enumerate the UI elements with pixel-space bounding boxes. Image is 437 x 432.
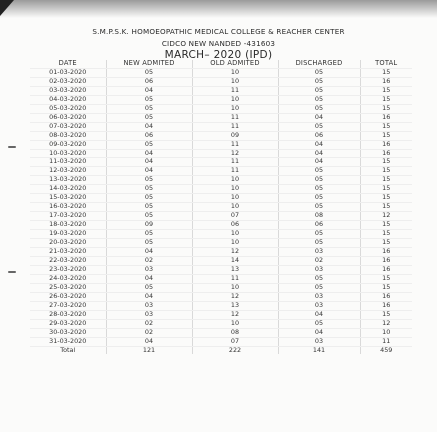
cell-discharged: 04 (278, 158, 360, 167)
cell-new-admitted: 05 (106, 194, 192, 203)
table-row (30, 203, 412, 212)
institution-name: S.M.P.S.K. HOMOEOPATHIC MEDICAL COLLEGE & REACHER CENTER (92, 27, 345, 36)
cell-old-admitted: 11 (192, 167, 278, 176)
cell-date: 09-03-2020 (30, 140, 106, 149)
cell-discharged: 05 (278, 230, 360, 239)
cell-old-admitted: 08 (192, 328, 278, 337)
total-row (30, 346, 412, 354)
cell-new-admitted: 121 (106, 346, 192, 354)
cell-total: 15 (360, 104, 412, 113)
cell-discharged: 04 (278, 113, 360, 122)
cell-old-admitted: 14 (192, 256, 278, 265)
cell-new-admitted: 05 (106, 140, 192, 149)
cell-total: 16 (360, 77, 412, 86)
cell-total: 11 (360, 337, 412, 346)
table-row (30, 319, 412, 328)
cell-total: 15 (360, 158, 412, 167)
cell-discharged: 06 (278, 131, 360, 140)
cell-old-admitted: 07 (192, 212, 278, 221)
cell-old-admitted: 11 (192, 158, 278, 167)
cell-new-admitted: 05 (106, 104, 192, 113)
cell-old-admitted: 12 (192, 292, 278, 301)
cell-old-admitted: 10 (192, 77, 278, 86)
cell-new-admitted: 05 (106, 239, 192, 248)
table-row (30, 68, 412, 77)
cell-new-admitted: 05 (106, 283, 192, 292)
cell-old-admitted: 10 (192, 319, 278, 328)
cell-old-admitted: 11 (192, 140, 278, 149)
institution-address: CIDCO NEW NANDED -431603 (161, 39, 276, 48)
cell-new-admitted: 06 (106, 77, 192, 86)
cell-discharged: 05 (278, 176, 360, 185)
cell-date: 28-03-2020 (30, 310, 106, 319)
cell-total: 15 (360, 86, 412, 95)
cell-discharged: 08 (278, 212, 360, 221)
cell-old-admitted: 07 (192, 337, 278, 346)
table-row (30, 248, 412, 257)
cell-date: 10-03-2020 (30, 149, 106, 158)
table-row (30, 310, 412, 319)
cell-old-admitted: 12 (192, 310, 278, 319)
table-row (30, 77, 412, 86)
cell-total: 15 (360, 167, 412, 176)
cell-discharged: 05 (278, 283, 360, 292)
cell-total: 16 (360, 292, 412, 301)
table-row (30, 265, 412, 274)
cell-new-admitted: 04 (106, 337, 192, 346)
cell-discharged: 05 (278, 122, 360, 131)
cell-old-admitted: 09 (192, 131, 278, 140)
cell-date: 21-03-2020 (30, 248, 106, 257)
table-row (30, 122, 412, 131)
cell-date: 26-03-2020 (30, 292, 106, 301)
cell-new-admitted: 05 (106, 203, 192, 212)
cell-date: 17-03-2020 (30, 212, 106, 221)
table-row (30, 176, 412, 185)
cell-total: 15 (360, 95, 412, 104)
cell-old-admitted: 11 (192, 86, 278, 95)
cell-old-admitted: 10 (192, 104, 278, 113)
cell-date: 24-03-2020 (30, 274, 106, 283)
cell-new-admitted: 04 (106, 248, 192, 257)
cell-total: 16 (360, 149, 412, 158)
table-row (30, 104, 412, 113)
cell-discharged: 03 (278, 337, 360, 346)
cell-new-admitted: 05 (106, 68, 192, 77)
cell-discharged: 03 (278, 248, 360, 257)
cell-discharged: 05 (278, 203, 360, 212)
cell-total: 16 (360, 140, 412, 149)
table-row (30, 86, 412, 95)
cell-new-admitted: 04 (106, 122, 192, 131)
cell-old-admitted: 10 (192, 68, 278, 77)
cell-total: 16 (360, 301, 412, 310)
cell-new-admitted: 05 (106, 95, 192, 104)
cell-new-admitted: 03 (106, 265, 192, 274)
cell-old-admitted: 10 (192, 185, 278, 194)
cell-date: 02-03-2020 (30, 77, 106, 86)
cell-new-admitted: 05 (106, 212, 192, 221)
cell-discharged: 02 (278, 256, 360, 265)
table-header-row (30, 60, 412, 68)
cell-total: 12 (360, 212, 412, 221)
table-row (30, 185, 412, 194)
cell-total: 15 (360, 176, 412, 185)
cell-total: 15 (360, 194, 412, 203)
cell-total: 15 (360, 185, 412, 194)
cell-new-admitted: 05 (106, 185, 192, 194)
cell-total: 459 (360, 346, 412, 354)
cell-date: 07-03-2020 (30, 122, 106, 131)
cell-date: 01-03-2020 (30, 68, 106, 77)
cell-discharged: 05 (278, 104, 360, 113)
cell-date: 13-03-2020 (30, 176, 106, 185)
cell-new-admitted: 04 (106, 167, 192, 176)
cell-discharged: 05 (278, 274, 360, 283)
cell-date: 04-03-2020 (30, 95, 106, 104)
table-row (30, 283, 412, 292)
cell-old-admitted: 10 (192, 239, 278, 248)
cell-date: 20-03-2020 (30, 239, 106, 248)
cell-new-admitted: 04 (106, 274, 192, 283)
table-row (30, 113, 412, 122)
cell-discharged: 04 (278, 328, 360, 337)
cell-old-admitted: 10 (192, 230, 278, 239)
cell-old-admitted: 13 (192, 265, 278, 274)
cell-discharged: 05 (278, 194, 360, 203)
cell-new-admitted: 03 (106, 310, 192, 319)
cell-total: 15 (360, 203, 412, 212)
cell-total: 15 (360, 221, 412, 230)
table-row (30, 221, 412, 230)
cell-new-admitted: 03 (106, 301, 192, 310)
cell-discharged: 05 (278, 319, 360, 328)
cell-old-admitted: 12 (192, 149, 278, 158)
cell-total: 15 (360, 274, 412, 283)
cell-total: 15 (360, 131, 412, 140)
cell-date: 12-03-2020 (30, 167, 106, 176)
cell-total: 15 (360, 230, 412, 239)
col-header-date: DATE (30, 60, 106, 68)
cell-total: 16 (360, 248, 412, 257)
total-label: Total (60, 346, 76, 354)
report-title: MARCH– 2020 (IPD) (164, 49, 273, 61)
cell-old-admitted: 10 (192, 283, 278, 292)
cell-new-admitted: 04 (106, 292, 192, 301)
col-header-discharged: DISCHARGED (278, 60, 360, 68)
cell-date: 05-03-2020 (30, 104, 106, 113)
cell-total: 16 (360, 256, 412, 265)
cell-date: 22-03-2020 (30, 256, 106, 265)
cell-discharged: 03 (278, 292, 360, 301)
cell-old-admitted: 10 (192, 176, 278, 185)
table-row (30, 212, 412, 221)
cell-new-admitted: 02 (106, 256, 192, 265)
cell-total: 12 (360, 319, 412, 328)
cell-old-admitted: 13 (192, 301, 278, 310)
cell-new-admitted: 06 (106, 131, 192, 140)
cell-discharged: 03 (278, 301, 360, 310)
cell-total: 15 (360, 122, 412, 131)
cell-discharged: 05 (278, 239, 360, 248)
cell-old-admitted: 06 (192, 221, 278, 230)
table-row (30, 239, 412, 248)
cell-date: 15-03-2020 (30, 194, 106, 203)
cell-total: 10 (360, 328, 412, 337)
cell-date: 16-03-2020 (30, 203, 106, 212)
punch-mark (8, 271, 16, 273)
table-row (30, 337, 412, 346)
cell-new-admitted: 02 (106, 328, 192, 337)
cell-new-admitted: 02 (106, 319, 192, 328)
cell-discharged: 05 (278, 86, 360, 95)
cell-new-admitted: 09 (106, 221, 192, 230)
table-row (30, 158, 412, 167)
cell-date: 06-03-2020 (30, 113, 106, 122)
cell-date: 03-03-2020 (30, 86, 106, 95)
scan-shadow (0, 0, 437, 18)
cell-date: 25-03-2020 (30, 283, 106, 292)
table-row (30, 140, 412, 149)
cell-date: 31-03-2020 (30, 337, 106, 346)
cell-new-admitted: 04 (106, 149, 192, 158)
table-row (30, 301, 412, 310)
cell-new-admitted: 05 (106, 176, 192, 185)
cell-new-admitted: 04 (106, 86, 192, 95)
table-row (30, 131, 412, 140)
cell-date: 18-03-2020 (30, 221, 106, 230)
cell-date: 23-03-2020 (30, 265, 106, 274)
table-row (30, 95, 412, 104)
table-row (30, 274, 412, 283)
col-header-total: TOTAL (360, 60, 412, 68)
table-row (30, 167, 412, 176)
col-header-old-admitted: OLD ADMITED (192, 60, 278, 68)
cell-total: 15 (360, 283, 412, 292)
cell-total: 15 (360, 239, 412, 248)
cell-date: 29-03-2020 (30, 319, 106, 328)
cell-discharged: 03 (278, 265, 360, 274)
table-row (30, 256, 412, 265)
cell-old-admitted: 10 (192, 95, 278, 104)
cell-date: 27-03-2020 (30, 301, 106, 310)
cell-date: 30-03-2020 (30, 328, 106, 337)
table-row (30, 328, 412, 337)
cell-old-admitted: 11 (192, 122, 278, 131)
cell-total: 16 (360, 113, 412, 122)
table-row (30, 149, 412, 158)
table-row (30, 230, 412, 239)
cell-old-admitted: 11 (192, 274, 278, 283)
table-row (30, 194, 412, 203)
cell-date: 08-03-2020 (30, 131, 106, 140)
cell-discharged: 04 (278, 140, 360, 149)
cell-old-admitted: 11 (192, 113, 278, 122)
cell-old-admitted: 222 (192, 346, 278, 354)
cell-old-admitted: 10 (192, 194, 278, 203)
cell-discharged: 04 (278, 310, 360, 319)
cell-total: 15 (360, 310, 412, 319)
cell-discharged: 05 (278, 185, 360, 194)
cell-old-admitted: 12 (192, 248, 278, 257)
cell-date: 11-03-2020 (30, 158, 106, 167)
cell-old-admitted: 10 (192, 203, 278, 212)
cell-discharged: 04 (278, 149, 360, 158)
cell-discharged: 06 (278, 221, 360, 230)
cell-discharged: 05 (278, 95, 360, 104)
cell-date: 14-03-2020 (30, 185, 106, 194)
cell-total: 16 (360, 265, 412, 274)
punch-mark (8, 146, 16, 148)
cell-discharged: 05 (278, 68, 360, 77)
cell-discharged: 05 (278, 167, 360, 176)
ipd-table (30, 60, 412, 354)
cell-discharged: 141 (278, 346, 360, 354)
cell-new-admitted: 05 (106, 113, 192, 122)
col-header-new-admitted: NEW ADMITED (106, 60, 192, 68)
table-row (30, 292, 412, 301)
cell-new-admitted: 04 (106, 158, 192, 167)
cell-discharged: 05 (278, 77, 360, 86)
cell-total: 15 (360, 68, 412, 77)
cell-new-admitted: 05 (106, 230, 192, 239)
cell-date: 19-03-2020 (30, 230, 106, 239)
